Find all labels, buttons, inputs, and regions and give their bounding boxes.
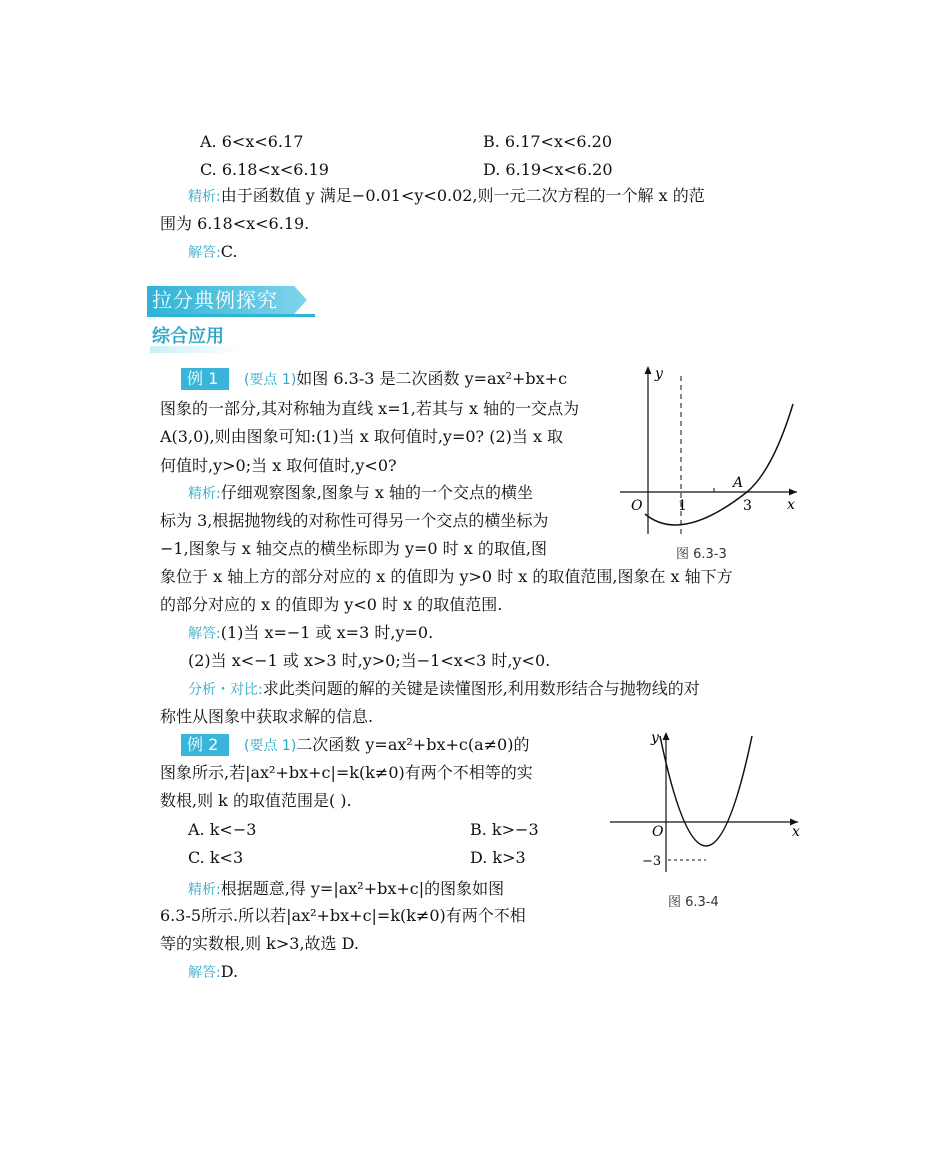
example-2-analysis-2: 6.3-5所示.所以若|ax²+bx+c|=k(k≠0)有两个不相 (160, 906, 526, 925)
parabola-curve (645, 404, 793, 525)
example-2-option-b: B. k>−3 (470, 820, 539, 839)
section-subtitle: 综合应用 (152, 326, 224, 347)
example-2-analysis-1 (188, 876, 504, 903)
y-axis-arrow (645, 366, 652, 374)
example-1-tag: 例 1 (181, 368, 229, 390)
example-1-line-1 (244, 366, 567, 393)
analysis-label: 精析: (188, 189, 221, 205)
example-2-answer-label: 解答: (188, 965, 221, 981)
example-2-line-2: 图象所示,若|ax²+bx+c|=k(k≠0)有两个不相等的实 (160, 763, 533, 782)
analysis-line-2: 围为 6.18<x<6.19. (160, 214, 310, 233)
example-2-answer-text: D. (220, 962, 239, 981)
one-label: 1 (678, 498, 687, 514)
origin-label: O (652, 824, 664, 840)
example-1-answer-label: 解答: (188, 626, 221, 642)
option-b: B. 6.17<x<6.20 (483, 132, 613, 151)
example-2-answer (188, 959, 238, 986)
example-1-analysis-label: 精析: (188, 486, 221, 502)
origin-label: O (631, 498, 643, 514)
example-1-line-2: 图象的一部分,其对称轴为直线 x=1,若其与 x 轴的一交点为 (160, 399, 580, 418)
parabola-curve (660, 736, 752, 846)
compare-label: 分析・对比: (188, 682, 263, 698)
figure-6-3-4 (606, 726, 806, 876)
example-1-answer-1 (188, 620, 433, 647)
example-2-line-1 (244, 732, 529, 759)
example-1-line-4: 何值时,y>0;当 x 取何值时,y<0? (160, 456, 397, 475)
example-2-option-a: A. k<−3 (188, 820, 257, 839)
example-1-text: 如图 6.3-3 是二次函数 y=ax²+bx+c (296, 369, 568, 388)
example-1-line-3: A(3,0),则由图象可知:(1)当 x 取何值时,y=0? (2)当 x 取 (160, 427, 564, 446)
example-2-analysis-label: 精析: (188, 882, 221, 898)
example-1-answer-text: (1)当 x=−1 或 x=3 时,y=0. (220, 623, 434, 642)
y-label: y (651, 730, 659, 746)
option-c: C. 6.18<x<6.19 (200, 160, 329, 179)
example-2-tag: 例 2 (181, 734, 229, 756)
answer-label: 解答: (188, 245, 221, 261)
three-label: 3 (743, 498, 752, 514)
compare-text: 求此类问题的解的关键是读懂图形,利用数形结合与抛物线的对 (262, 679, 700, 698)
example-1-analysis-2: 标为 3,根据抛物线的对称性可得另一个交点的横坐标为 (160, 511, 549, 530)
option-a: A. 6<x<6.17 (200, 132, 304, 151)
compare-line-2: 称性从图象中获取求解的信息. (160, 707, 374, 726)
example-1-analysis-3: −1,图象与 x 轴交点的横坐标即为 y=0 时 x 的取值,图 (160, 539, 547, 558)
x-label: x (787, 497, 795, 513)
example-1-key: (要点 1) (244, 372, 297, 388)
example-2-line-3: 数根,则 k 的取值范围是( ). (160, 791, 352, 810)
answer-text: C. (220, 242, 238, 261)
example-2-key: (要点 1) (244, 738, 297, 754)
section-banner-title: 拉分典例探究 (152, 288, 278, 312)
y-label: y (655, 366, 663, 382)
point-a-label: A (733, 475, 744, 491)
answer-line (188, 239, 237, 266)
figure-6-3-3 (615, 362, 805, 537)
example-1-analysis-4: 象位于 x 轴上方的部分对应的 x 的值即为 y>0 时 x 的取值范围,图象在 x 轴下方 (160, 567, 733, 586)
example-2-analysis-text: 根据题意,得 y=|ax²+bx+c|的图象如图 (220, 879, 505, 898)
minus-three-label: −3 (642, 854, 662, 869)
analysis-text: 由于函数值 y 满足−0.01<y<0.02,则一元二次方程的一个解 x 的范 (220, 186, 705, 205)
example-1-analysis-5: 的部分对应的 x 的值即为 y<0 时 x 的取值范围. (160, 595, 503, 614)
x-label: x (792, 824, 800, 840)
example-2-text: 二次函数 y=ax²+bx+c(a≠0)的 (296, 735, 530, 754)
analysis-line-1 (188, 183, 705, 210)
example-1-analysis-1 (188, 480, 533, 507)
option-d: D. 6.19<x<6.20 (483, 160, 613, 179)
example-2-option-c: C. k<3 (188, 848, 244, 867)
compare-line-1 (188, 676, 700, 703)
figure-6-3-4-caption: 图 6.3-4 (668, 895, 719, 910)
example-2-analysis-3: 等的实数根,则 k>3,故选 D. (160, 934, 359, 953)
y-axis-arrow (663, 732, 670, 740)
example-1-analysis-text: 仔细观察图象,图象与 x 轴的一个交点的横坐 (220, 483, 534, 502)
figure-6-3-3-caption: 图 6.3-3 (676, 547, 727, 562)
example-1-answer-2: (2)当 x<−1 或 x>3 时,y>0;当−1<x<3 时,y<0. (188, 651, 551, 670)
banner-underline (147, 314, 315, 317)
x-axis-arrow (789, 489, 797, 496)
example-2-option-d: D. k>3 (470, 848, 526, 867)
